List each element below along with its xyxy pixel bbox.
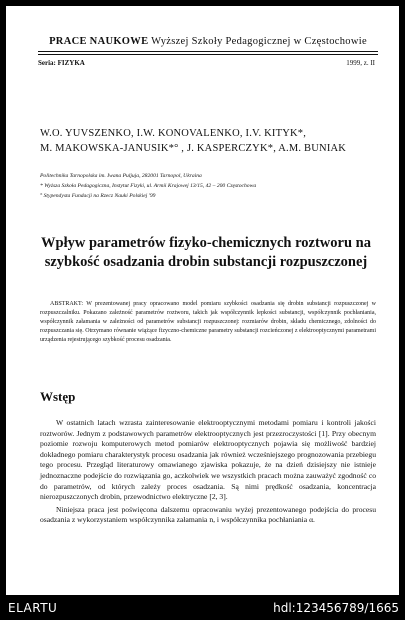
footer-handle-label: hdl:123456789/1665	[273, 601, 399, 615]
issue-label: 1999, z. II	[346, 59, 375, 67]
paper-title: Wpływ parametrów fizyko-chemicznych roztworu na szybkość osadzania drobin substancji rozpuszczonej	[41, 235, 371, 270]
section-heading: Wstęp	[40, 389, 76, 404]
affiliation-3: ° Stypendysta Fundacji na Rzecz Nauki Polskiej '99	[40, 193, 156, 199]
header-rule-bottom	[38, 54, 378, 55]
footer-bar	[0, 597, 405, 620]
affiliation-1: Politechnika Tarnopolska im. Iwana Puljuja, 282001 Tarnopol, Ukraina	[40, 173, 202, 179]
author-line-2: M. MAKOWSKA-JANUSIK*° , J. KASPERCZYK*, A.M. BUNIAK	[40, 143, 347, 154]
paragraph-1: W ostatnich latach wzrasta zainteresowanie elektrooptycznymi metodami pomiaru i kontroli jakości roztworów. Jednym z podstawowych parametrów elektrooptycznych jest przezroczystości [1]. Przy obecnym poziomie rozwoju komputerowych metod pomiarów elektrooptycznych pojawia się możliwość bardziej dokładnego pomiaru charakterystyk procesu osadzania jak również wcześniejszego prognozowania przebiegu tego procesu. Przegląd literaturowy omawianego zjawiska pokazuje, że na dzień dzisiejszy nie istnieje jednoznaczne podejście do rozwiązania go, aczkolwiek we wszystkich pracach można zauważyć zgodność co do parametrów, od których zależy proces osadzania. Są nimi prędkość osadzania, koncentracja nierozpuszczonych drobin, przewodnictwo elektryczne [2, 3].	[40, 418, 376, 502]
journal-header	[38, 36, 378, 47]
affiliations	[40, 171, 390, 201]
journal-name-bold: PRACE NAUKOWE	[49, 36, 149, 47]
abstract: ABSTRAKT: W prezentowanej pracy opracowano model pomiaru szybkości osadzania się drobin substancji rozpuszczonej w rozpuszczalniku. Pokazano zależność parametrów roztworu, takich jak współczynnik lepkości substancji, współczynnik pochłaniania, współczynnik załamania w zależności od parametrów substancji rozpuszczonej: rozmiarów drobin, składu chemicznego, zdolności do rozpuszczania się. Otrzymano równanie wiążące fizyczno-chemiczne parametry substancji rozcieńczonej z elektrooptycznymi parametrami urządzenia rejestrującego szybkość procesu osadzania.	[40, 301, 376, 343]
header-rule-top	[38, 51, 378, 52]
footer-repository-label: ELARTU	[8, 601, 58, 615]
document-page	[6, 6, 399, 595]
author-list	[40, 126, 390, 156]
body-text	[40, 418, 376, 528]
author-line-1: W.O. YUVSZENKO, I.W. KONOVALENKO, I.V. KITYK*,	[40, 128, 307, 139]
series-label: Seria: FIZYKA	[38, 59, 85, 67]
journal-name-rest: Wyższej Szkoły Pedagogicznej w Częstochowie	[148, 36, 367, 47]
paragraph-2: Niniejsza praca jest poświęcona dalszemu opracowaniu wyżej prezentowanego podejścia do procesu osadzania z wykorzystaniem współczynnika załamania n, i współczynnika pochłaniania α.	[40, 504, 376, 525]
affiliation-2: * Wyższa Szkoła Pedagogiczna, Instytut Fizyki, ul. Armii Krajowej 13/15, 42 – 200 Częstochowa	[40, 183, 257, 189]
